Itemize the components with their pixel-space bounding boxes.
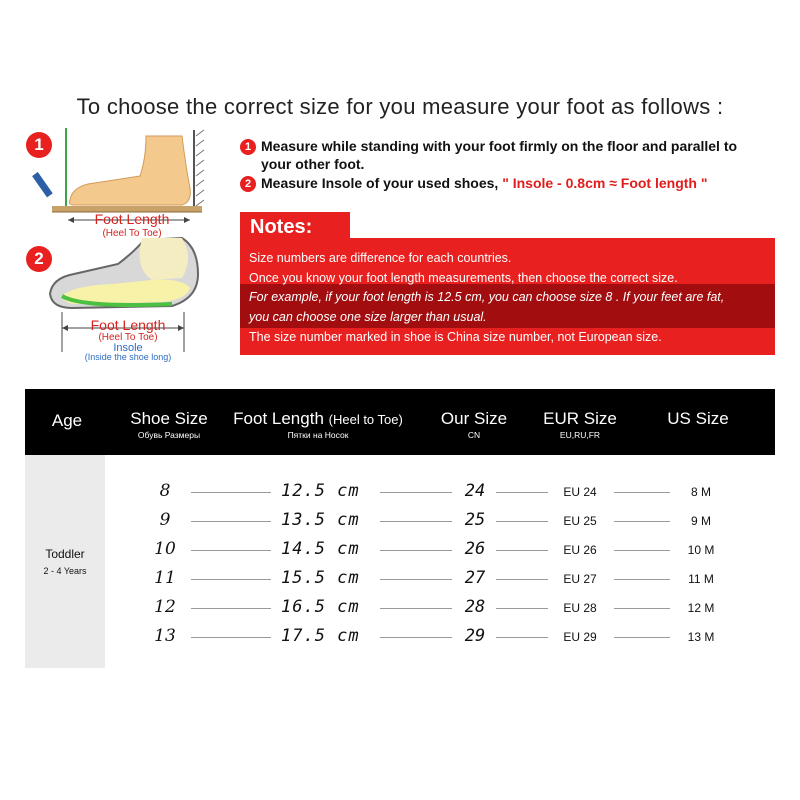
table-row	[0, 597, 800, 619]
row-leader	[614, 608, 670, 609]
step-1-text: Measure while standing with your foot firmly on the floor and parallel to	[261, 138, 738, 154]
eur-size-cell: EU 25	[563, 514, 597, 528]
row-leader	[191, 579, 271, 580]
note-line: For example, if your foot length is 12.5 cm, you can choose size 8 . If your feet are fat,	[249, 290, 725, 304]
eur-size-cell: EU 27	[563, 572, 597, 586]
row-leader	[380, 550, 452, 551]
notes-box	[240, 238, 775, 355]
step-2-number: 2	[240, 176, 256, 192]
header-our-size	[429, 409, 519, 440]
age-range-label: 2 - 4 Years	[43, 566, 87, 576]
row-leader	[191, 550, 271, 551]
foot-length-cell: 14.5 cm	[281, 539, 360, 559]
shoe-size-cell: 13	[154, 626, 176, 646]
eur-size-cell: EU 24	[563, 485, 597, 499]
header-age	[39, 411, 95, 431]
table-row	[0, 626, 800, 648]
cn-size-cell: 24	[464, 481, 486, 501]
header-foot-length-paren: (Heel to Toe)	[328, 412, 403, 427]
row-leader	[191, 608, 271, 609]
foot-length-cell: 17.5 cm	[281, 626, 360, 646]
us-size-cell: 11 M	[688, 572, 714, 586]
page-title: To choose the correct size for you measure your foot as follows :	[76, 94, 724, 119]
instruction-step-2	[240, 175, 708, 192]
heel-to-toe-label-1: (Heel To Toe)	[102, 228, 162, 239]
us-size-cell: 9 M	[690, 514, 711, 528]
shoe-size-cell: 11	[154, 568, 176, 588]
us-size-cell: 13 M	[687, 630, 715, 644]
step-1-badge: 1	[26, 132, 52, 158]
foot-length-cell: 16.5 cm	[281, 597, 360, 617]
shoe-size-cell: 12	[154, 597, 176, 617]
instruction-step-1-cont: your other foot.	[261, 156, 365, 172]
insole-label: Insole	[113, 342, 143, 354]
header-us-size-label: US Size	[667, 409, 729, 428]
row-leader	[380, 608, 452, 609]
header-shoe-size-label: Shoe Size	[130, 409, 208, 428]
row-leader	[614, 637, 670, 638]
row-leader	[380, 521, 452, 522]
row-leader	[614, 550, 670, 551]
cn-size-cell: 29	[464, 626, 486, 646]
header-eur-size	[535, 409, 625, 440]
row-leader	[496, 608, 548, 609]
header-age-label: Age	[51, 411, 83, 430]
row-leader	[614, 492, 670, 493]
step-2-badge: 2	[26, 246, 52, 272]
eur-size-cell: EU 29	[563, 630, 597, 644]
row-leader	[496, 579, 548, 580]
insole-formula: " Insole - 0.8cm ≈ Foot length "	[502, 175, 708, 191]
header-shoe-size-sub: Обувь Размеры	[137, 430, 201, 440]
row-leader	[191, 521, 271, 522]
row-leader	[496, 521, 548, 522]
measurement-illustration	[22, 128, 212, 368]
note-line: Size numbers are difference for each countries.	[249, 251, 512, 265]
row-leader	[496, 550, 548, 551]
header-our-size-sub: CN	[467, 430, 481, 440]
foot-length-label-2: Foot Length	[90, 317, 166, 333]
age-group-label: Toddler	[45, 547, 85, 561]
row-leader	[191, 637, 271, 638]
heel-to-toe-label-2: (Heel To Toe)	[98, 332, 158, 343]
instruction-step-1	[240, 138, 737, 155]
foot-length-cell: 12.5 cm	[281, 481, 360, 501]
note-line: The size number marked in shoe is China size number, not European size.	[249, 330, 662, 344]
us-size-cell: 8 M	[690, 485, 711, 499]
row-leader	[380, 492, 452, 493]
eur-size-cell: EU 26	[563, 543, 597, 557]
row-leader	[614, 579, 670, 580]
row-leader	[191, 492, 271, 493]
notes-heading: Notes:	[250, 216, 313, 238]
us-size-cell: 10 M	[687, 543, 715, 557]
cn-size-cell: 25	[464, 510, 486, 530]
shoe-size-cell: 10	[154, 539, 176, 559]
header-us-size	[655, 409, 741, 429]
table-row	[0, 481, 800, 503]
note-line: you can choose one size larger than usual.	[249, 310, 487, 324]
header-our-size-label: Our Size	[440, 409, 508, 428]
header-foot-length-sub: Пятки на Носок	[287, 430, 349, 440]
foot-length-cell: 13.5 cm	[281, 510, 360, 530]
cn-size-cell: 27	[464, 568, 486, 588]
row-leader	[496, 492, 548, 493]
header-shoe-size	[123, 409, 215, 440]
cn-size-cell: 28	[464, 597, 486, 617]
row-leader	[614, 521, 670, 522]
row-leader	[380, 637, 452, 638]
table-row	[0, 510, 800, 532]
shoe-size-cell: 8	[159, 481, 171, 501]
header-eur-size-label: EUR Size	[543, 409, 617, 428]
size-table-header	[25, 389, 775, 455]
foot-length-cell: 15.5 cm	[281, 568, 360, 588]
note-line: Once you know your foot length measurements, then choose the correct size.	[249, 271, 678, 285]
row-leader	[380, 579, 452, 580]
shoe-size-cell: 9	[159, 510, 171, 530]
eur-size-cell: EU 28	[563, 601, 597, 615]
us-size-cell: 12 M	[687, 601, 715, 615]
header-foot-length	[227, 409, 409, 440]
header-eur-size-sub: EU,RU,FR	[559, 430, 601, 440]
table-row	[0, 568, 800, 590]
step-2-text: Measure Insole of your used shoes,	[261, 175, 499, 191]
step-1-number: 1	[240, 139, 256, 155]
table-row	[0, 539, 800, 561]
foot-length-label-1: Foot Length	[94, 211, 170, 227]
insole-sub-label: (Inside the shoe long)	[84, 352, 172, 362]
cn-size-cell: 26	[464, 539, 486, 559]
row-leader	[496, 637, 548, 638]
header-foot-length-label: Foot Length	[233, 409, 324, 428]
